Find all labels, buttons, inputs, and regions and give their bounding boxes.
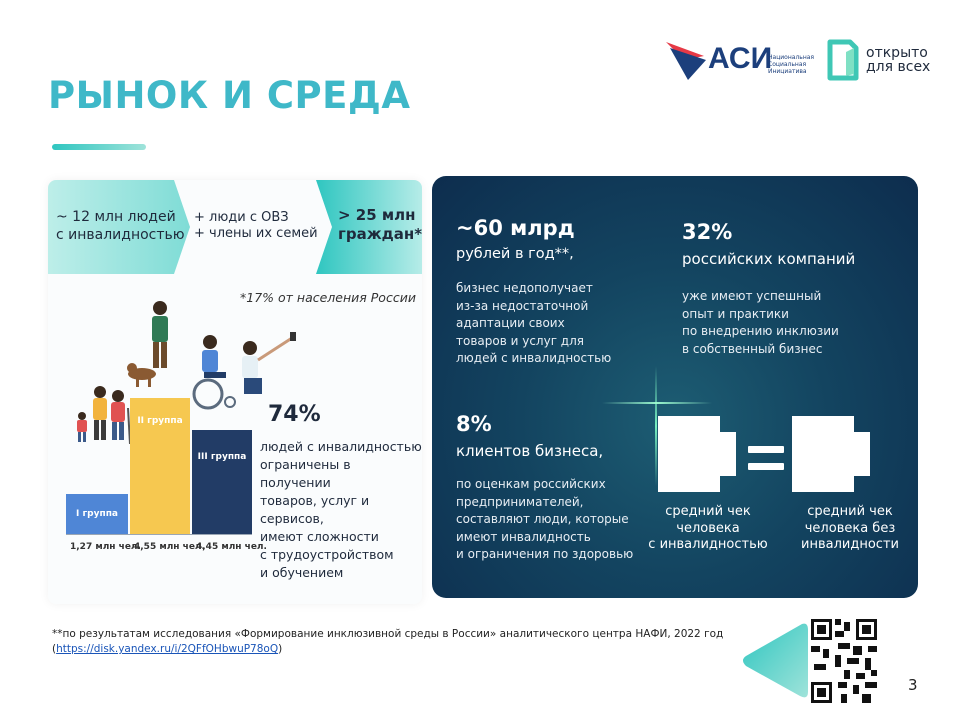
stat-60-unit: рублей в год**, (456, 246, 574, 262)
receipt-icon-right (792, 416, 854, 492)
bars-baseline (66, 534, 252, 535)
banner-total-citizens: > 25 млн граждан* (338, 206, 422, 243)
asi-logo-subtitle: Национальная Социальная Инициатива (768, 54, 815, 75)
stat-8-value: 8% (456, 412, 492, 436)
slide-title: РЫНОК И СРЕДА (48, 74, 411, 117)
group-2-bar: II группа (130, 398, 190, 534)
open-logo-icon (826, 38, 860, 82)
stat-74-value: 74% (268, 402, 321, 427)
research-footnote: **по результатам исследования «Формирование инклюзивной среды в России» аналитического центра НАФИ, 2022 год (https://disk.yandex.ru/i/2QFfOHbwuP78oQ) (52, 628, 724, 655)
average-check-non-disabled-caption: средний чек человека без инвалидности (801, 504, 899, 552)
average-check-disabled-caption: средний чек человека с инвалидностью (648, 504, 768, 552)
receipt-icon-left (658, 416, 720, 492)
business-stats-card (432, 176, 918, 598)
group-3-count: 4,45 млн чел. (196, 542, 267, 552)
glow-line-vertical (655, 366, 657, 486)
glow-line-horizontal (602, 402, 712, 404)
stat-8-unit: клиентов бизнеса, (456, 442, 604, 460)
banner-disabled-people: ~ 12 млн людей с инвалидностью (56, 209, 185, 243)
page-number: 3 (908, 676, 918, 694)
group-1-bar: I группа (66, 494, 128, 534)
receipt-icon-right-tab (852, 432, 870, 476)
open-for-all-logo (826, 38, 946, 84)
stat-32-value: 32% (682, 220, 733, 244)
stat-32-unit: российских компаний (682, 250, 856, 268)
stat-32-description: уже имеют успешный опыт и практики по внедрению инклюзии в собственный бизнес (682, 289, 839, 356)
stat-8-description: по оценкам российских предпринимателей, составляют люди, которые имеют инвалидность и ограничения по здоровью (456, 477, 634, 561)
title-underline (52, 144, 146, 150)
population-banner (48, 180, 422, 274)
qr-code-icon (808, 616, 880, 706)
group-3-bar: III группа (192, 430, 252, 534)
research-link[interactable]: https://disk.yandex.ru/i/2QFfOHbwuP78oQ (56, 643, 279, 655)
stat-60-description: бизнес недополучает из-за недостаточной адаптации своих товаров и услуг для людей с инвалидностью (456, 281, 612, 365)
stat-60-value: ~60 млрд (456, 216, 575, 240)
disability-stats-card (48, 180, 422, 604)
receipt-icon-left-tab (718, 432, 736, 476)
stat-74-description: людей с инвалидностью ограничены в получении товаров, услуг и сервисов, имеют сложности с трудоустройством и обучением (260, 439, 422, 580)
asi-logo-icon (664, 34, 710, 84)
group-2-count: 4,55 млн чел. (134, 542, 205, 552)
open-logo-text: открыто для всех (866, 45, 931, 75)
population-footnote: *17% от населения России (240, 290, 416, 305)
equals-icon (748, 446, 784, 472)
group-1-count: 1,27 млн чел. (70, 542, 141, 552)
banner-related-people: + люди с ОВЗ + члены их семей (194, 210, 318, 241)
asi-logo-text: АСИ (708, 42, 773, 75)
asi-logo (664, 34, 824, 86)
decorative-triangle-icon (740, 618, 808, 702)
